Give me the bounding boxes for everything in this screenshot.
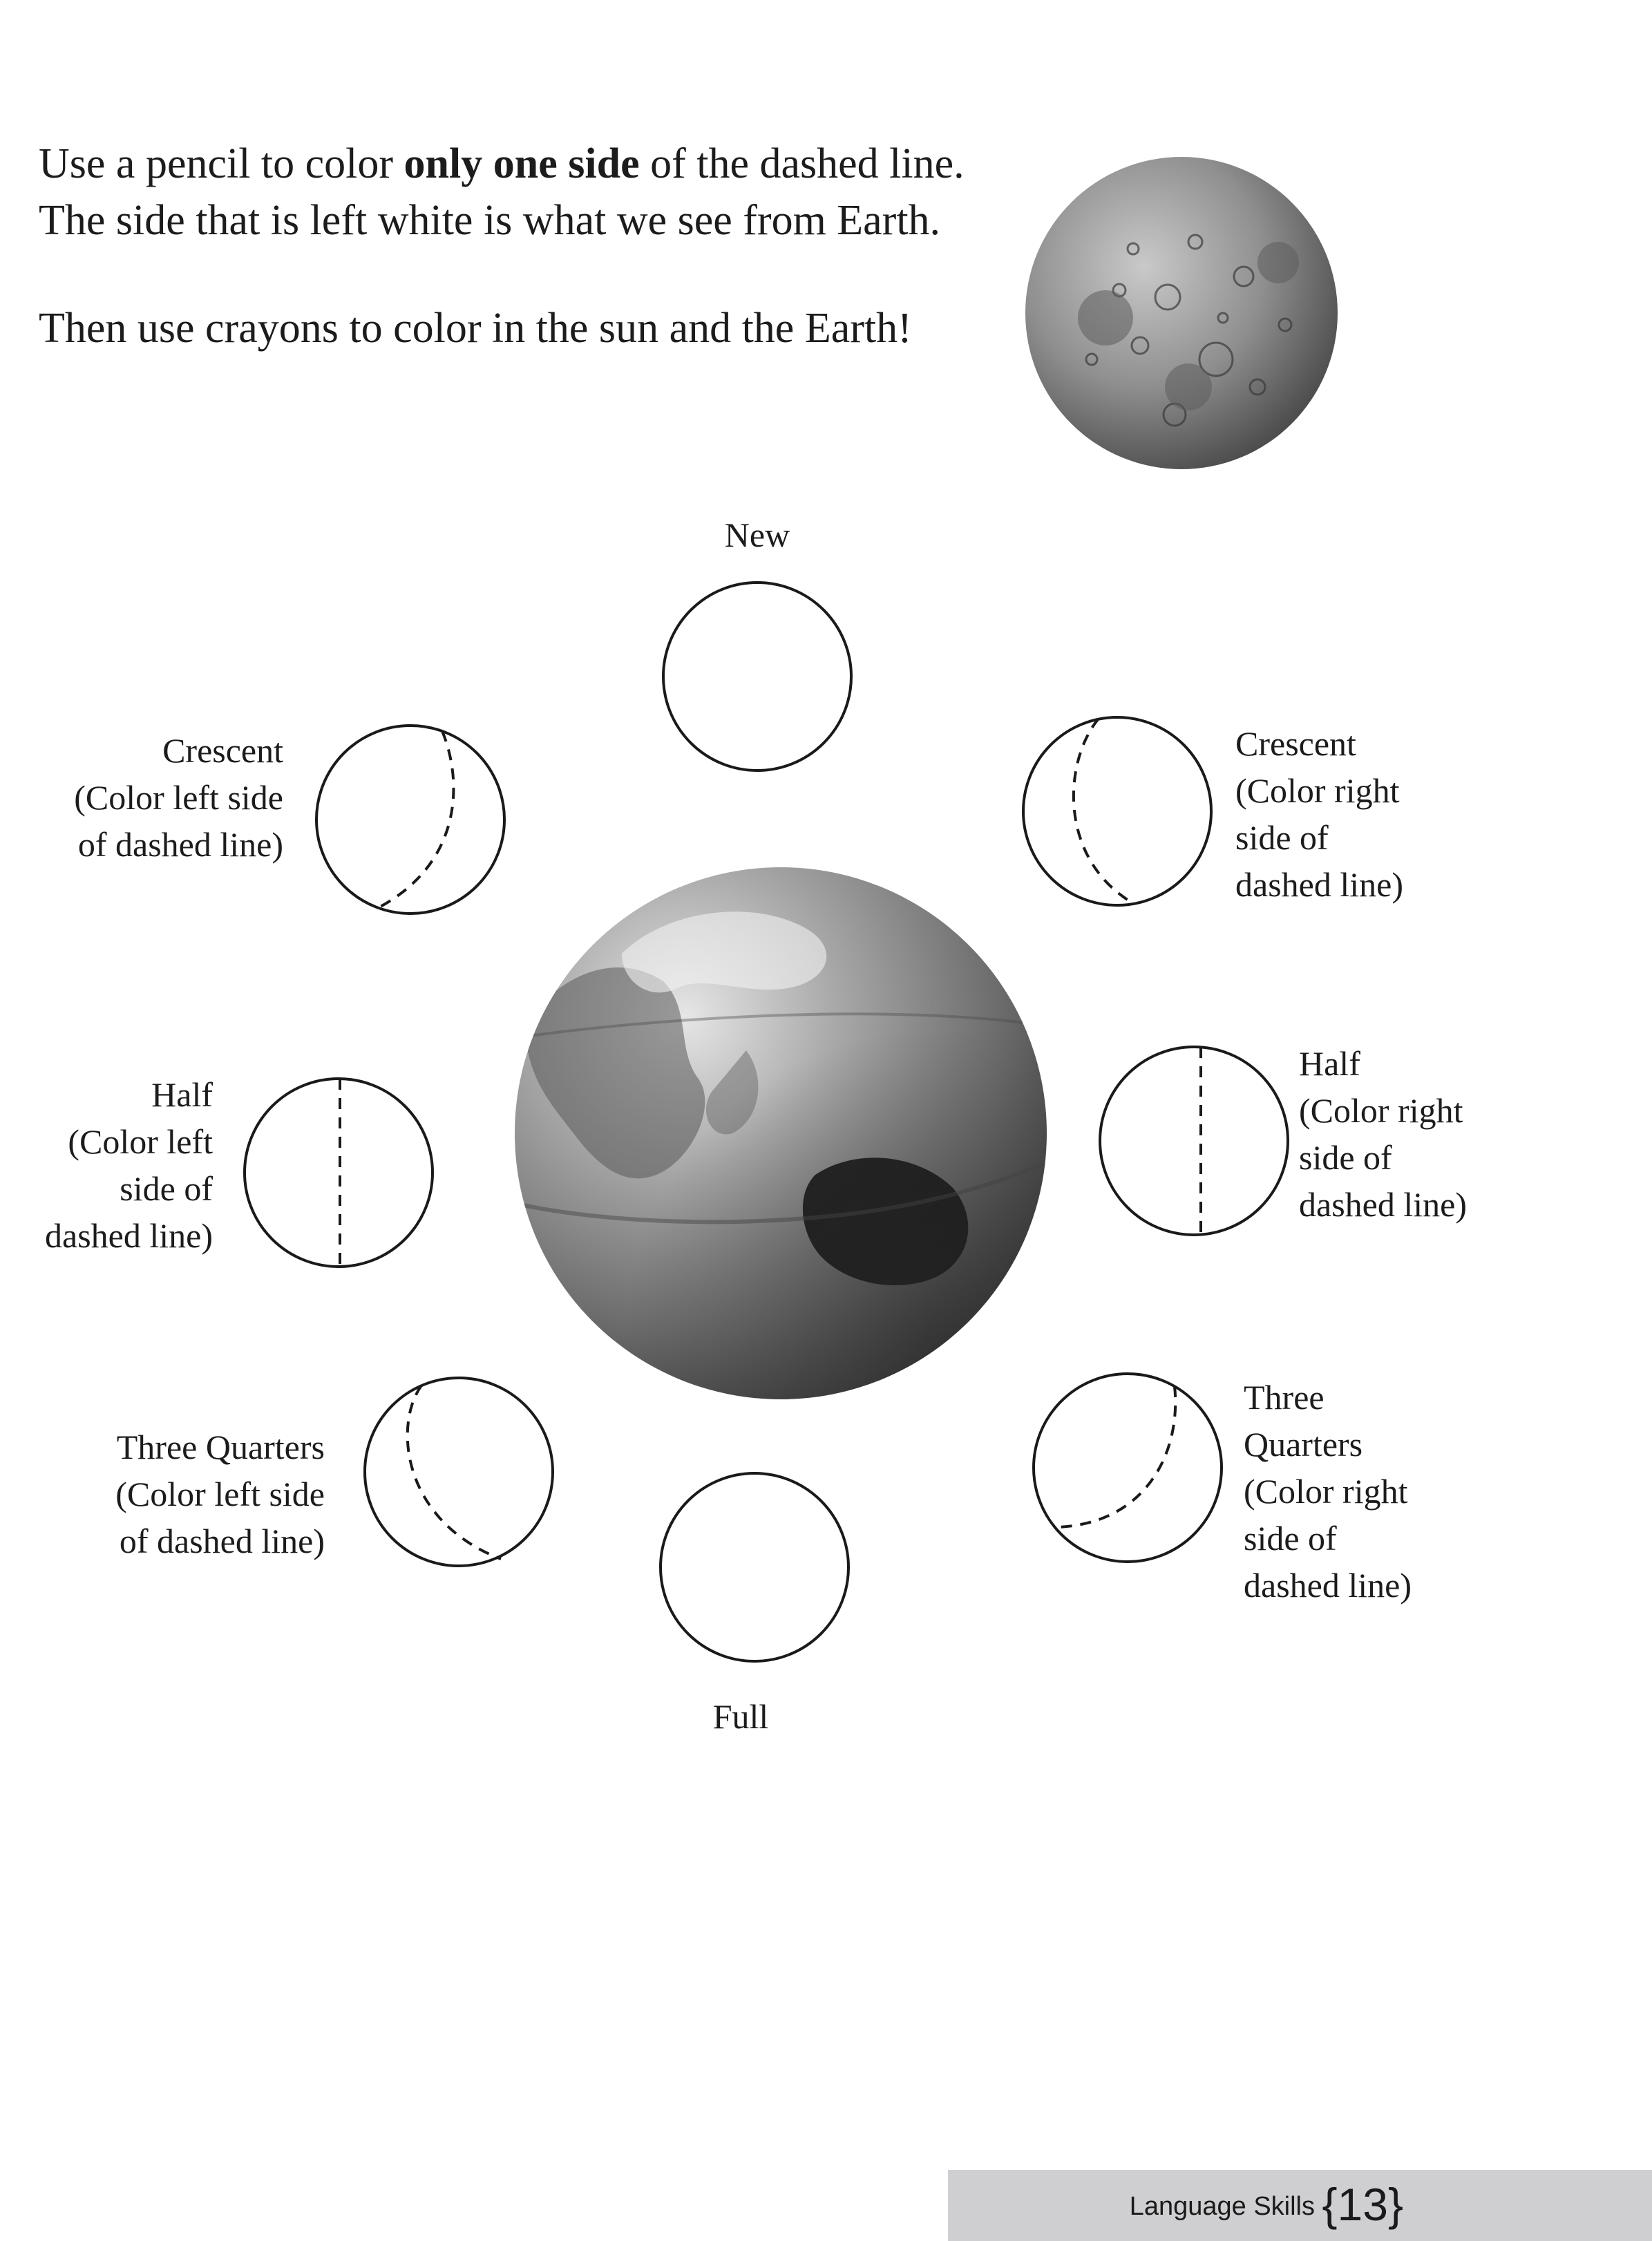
instruction-line-3: Then use crayons to color in the sun and the Earth! <box>39 305 912 352</box>
label-half-left: Half (Color left side of dashed line) <box>45 1075 213 1255</box>
phase-circle-three-quarters-left[interactable] <box>365 1378 553 1566</box>
dashed-line-three-quarters-left <box>408 1386 501 1559</box>
phase-circle-three-quarters-right[interactable] <box>1034 1374 1222 1562</box>
earth-globe <box>511 867 1050 1399</box>
label-full: Full <box>712 1697 769 1736</box>
label-half-right: Half (Color right side of dashed line) <box>1299 1044 1467 1224</box>
label-crescent-left: Crescent (Color left side of dashed line) <box>74 731 283 864</box>
phase-circle-full[interactable] <box>661 1473 848 1661</box>
instruction-line-2: The side that is left white is what we see from Earth. <box>39 197 941 244</box>
label-three-quarters-right: Three Quarters (Color right side of dashed line) <box>1244 1378 1412 1605</box>
phase-circle-new[interactable] <box>663 583 851 770</box>
label-new: New <box>724 516 790 554</box>
label-crescent-right: Crescent (Color right side of dashed line) <box>1235 724 1403 904</box>
moon-photo <box>1025 157 1338 469</box>
label-three-quarters-left: Three Quarters (Color left side of dashed line) <box>115 1428 325 1560</box>
dashed-line-crescent-left <box>377 731 453 909</box>
emphasis-only-one-side: only one side <box>403 140 640 187</box>
footer-section-title: Language Skills <box>1129 2192 1315 2221</box>
dashed-line-three-quarters-right <box>1057 1386 1175 1527</box>
phase-circle-crescent-left[interactable] <box>316 726 504 914</box>
phase-circle-crescent-right[interactable] <box>1023 717 1211 905</box>
phase-circle-half-right[interactable] <box>1100 1047 1288 1235</box>
footer-bar <box>948 2170 1652 2241</box>
page-number: {13} <box>1322 2179 1403 2230</box>
dashed-line-crescent-right <box>1074 719 1132 902</box>
instruction-line-1: Use a pencil to color only one side of the dashed line. <box>39 140 965 187</box>
